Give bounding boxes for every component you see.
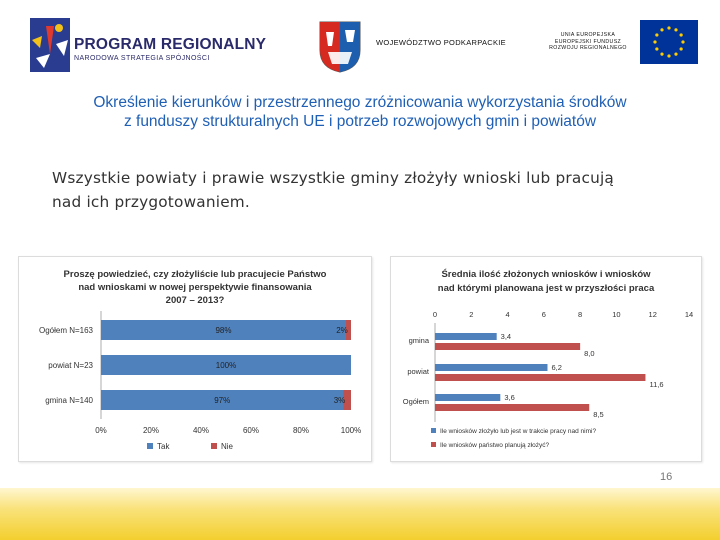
chart-2-bar-planned: [435, 343, 580, 350]
chart-2-data-label: 8,0: [584, 349, 595, 358]
chart-2-bar-submitted: [435, 333, 497, 340]
eu-star-icon: [667, 54, 670, 57]
eu-star-icon: [655, 47, 658, 50]
body-line-1: Wszystkie powiaty i prawie wszystkie gminy złożyły wnioski lub pracują: [52, 169, 614, 187]
chart-1-title-line: Proszę powiedzieć, czy złożyliście lub pracujecie Państwo: [63, 269, 327, 280]
chart-2-tick-label: 10: [612, 310, 621, 319]
chart-1-data-label: 2%: [336, 326, 348, 335]
slide-title: [20, 93, 700, 131]
chart-2-tick-label: 14: [684, 310, 694, 319]
program-title: PROGRAM REGIONALNY: [74, 36, 267, 53]
chart-1-tick-label: 60%: [242, 426, 260, 435]
eu-line-3: ROZWOJU REGIONALNEGO: [549, 45, 627, 52]
chart-2-legend-label: Ile wniosków państwo planują złożyć?: [440, 442, 550, 449]
chart-2-bar-submitted: [435, 364, 547, 371]
program-subtitle: NARODOWA STRATEGIA SPÓJNOŚCI: [74, 55, 210, 62]
chart-2-tick-label: 8: [578, 310, 583, 319]
chart-1-data-label: 98%: [215, 326, 232, 335]
chart-1-tick-label: 80%: [292, 426, 310, 435]
podkarpackie-crest-icon: [318, 20, 362, 74]
chart-2-tick-label: 0: [432, 310, 438, 319]
chart-1-data-label: 100%: [215, 361, 237, 370]
chart-1-tick-label: 40%: [192, 426, 210, 435]
eu-star-icon: [660, 53, 663, 56]
chart-submitted-applications: [18, 256, 372, 462]
eu-star-icon: [655, 33, 658, 36]
chart-2-data-label: 3,6: [504, 393, 515, 402]
body-line-2: nad ich przygotowaniem.: [52, 193, 250, 211]
chart-1-title-line: nad wnioskami w nowej perspektywie finansowania: [78, 282, 312, 293]
chart-2-tick-label: 4: [505, 310, 510, 319]
eu-star-icon: [660, 28, 663, 31]
chart-1-legend-label: Tak: [157, 442, 170, 451]
chart-1-legend-swatch: [147, 443, 153, 449]
eu-star-icon: [680, 33, 683, 36]
slide-title-line-2: z funduszy strukturalnych UE i potrzeb rozwojowych gmin i powiatów: [123, 113, 597, 130]
chart-2-data-label: 3,4: [500, 332, 512, 341]
chart-1-data-label: 97%: [214, 396, 231, 405]
chart-2-tick-label: 2: [469, 310, 474, 319]
chart-2-bar-planned: [435, 374, 645, 381]
chart-1-data-label: 3%: [333, 396, 346, 405]
body-text: [52, 166, 692, 214]
chart-2-data-label: 6,2: [551, 363, 562, 372]
voivodeship-label: WOJEWÓDZTWO PODKARPACKIE: [376, 38, 506, 47]
chart-2-category-label: Ogółem: [402, 397, 429, 406]
chart-1-tick-label: 100%: [340, 426, 362, 435]
chart-1-tick-label: 20%: [142, 426, 160, 435]
chart-2-category-label: powiat: [407, 367, 429, 376]
chart-average-applications: [390, 256, 702, 462]
program-regionalny-logo: [26, 14, 267, 76]
chart-2-tick-label: 12: [648, 310, 657, 319]
chart-2-category-label: gmina: [408, 336, 429, 345]
eu-line-2: EUROPEJSKI FUNDUSZ: [554, 38, 622, 45]
eu-star-icon: [681, 40, 684, 43]
chart-2-legend-swatch: [431, 428, 436, 433]
chart-2-legend-label: Ile wniosków złożyło lub jest w trakcie pracy nad nimi?: [440, 428, 597, 435]
eu-line-1: UNIA EUROPEJSKA: [560, 32, 616, 38]
chart-2-title-line: nad którymi planowana jest w przyszłości praca: [437, 283, 655, 294]
eu-star-icon: [680, 47, 683, 50]
chart-2-legend-swatch: [431, 442, 436, 447]
chart-2-tick-label: 6: [541, 310, 546, 319]
slide-title-line-1: Określenie kierunków i przestrzennego zróżnicowania wykorzystania środków: [93, 94, 627, 111]
nss-logo-icon: [26, 14, 74, 76]
chart-1-category-label: powiat N=23: [48, 361, 93, 370]
chart-2-title-line: Średnia ilość złożonych wniosków i wniosków: [441, 269, 651, 280]
footer-band: [0, 488, 720, 540]
eu-flag-icon: [640, 20, 698, 64]
page-number: 16: [660, 471, 673, 483]
chart-2-svg: [391, 257, 701, 461]
chart-1-tick-label: 0%: [95, 426, 107, 435]
eu-star-icon: [674, 53, 677, 56]
chart-2-data-label: 11,6: [649, 380, 664, 389]
eu-star-icon: [653, 40, 656, 43]
chart-2-data-label: 8,5: [593, 410, 604, 419]
chart-2-bar-planned: [435, 404, 589, 411]
eu-star-icon: [674, 28, 677, 31]
chart-2-bar-submitted: [435, 394, 500, 401]
chart-1-legend-swatch: [211, 443, 217, 449]
chart-1-category-label: gmina N=140: [45, 396, 93, 405]
chart-1-category-label: Ogółem N=163: [38, 326, 93, 335]
eu-star-icon: [667, 26, 670, 29]
chart-1-title-line: 2007 – 2013?: [165, 295, 225, 306]
chart-1-svg: [19, 257, 371, 461]
eu-text: [540, 32, 636, 52]
chart-1-legend-label: Nie: [221, 442, 234, 451]
